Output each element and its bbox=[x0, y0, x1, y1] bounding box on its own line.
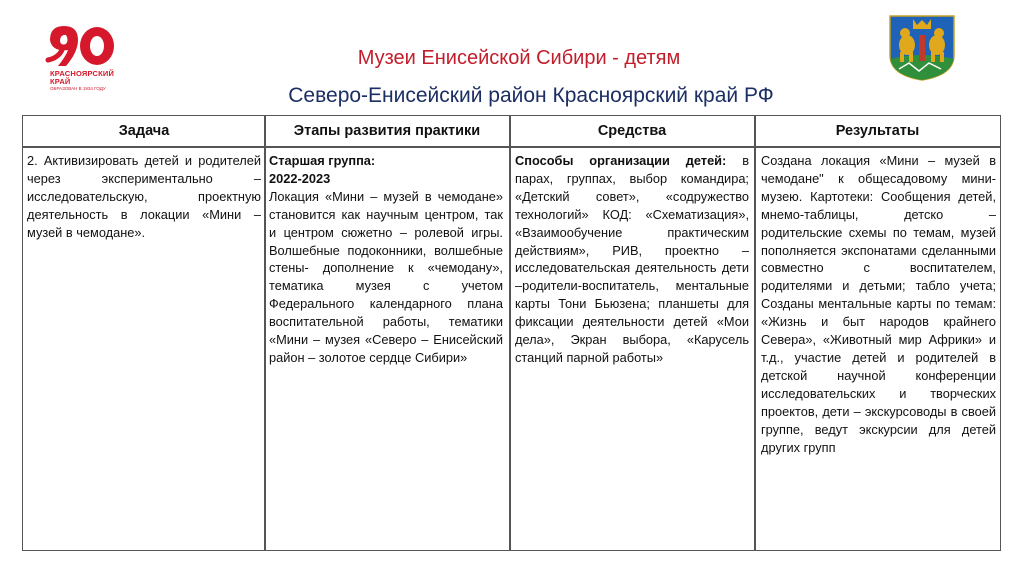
header-results: Результаты bbox=[835, 123, 920, 139]
results-cell bbox=[761, 152, 996, 456]
practice-table bbox=[22, 115, 1001, 551]
stages-cell bbox=[269, 152, 503, 367]
column-divider bbox=[509, 116, 511, 550]
header-stages: Этапы развития практики bbox=[293, 123, 481, 139]
logo-text-line1: КРАСНОЯРСКИЙ bbox=[50, 69, 115, 78]
column-divider bbox=[754, 116, 756, 550]
task-cell bbox=[27, 152, 261, 242]
stages-years: 2022-2023 bbox=[269, 170, 331, 186]
means-heading: Способы организации детей: bbox=[515, 153, 727, 168]
logo-text-line3: ОБРАЗОВАН В 1934 ГОДУ bbox=[50, 86, 106, 91]
means-paragraph bbox=[515, 152, 749, 367]
header-task: Задача bbox=[118, 123, 170, 139]
stages-heading: Старшая группа: bbox=[269, 153, 376, 168]
page-subtitle: Северо-Енисейский район Красноярский край РФ bbox=[288, 84, 774, 107]
results-text: Создана локация «Мини – музей в чемодане" к общесадовому мини-музею. Картотеки: Сообщения детей, мнемо-таблицы, детско – родительские схемы по темам, музей пополняется экспонатами сделанными совместно с воспитателем, родителями и детьми; табло учета; Созданы ментальные карты по темам: «Жизнь и быт народов крайнего Севера», «Животный мир Африки» и т.д., участие детей и родителей в детской научной конференции исследовательских и творческих проектов, дети – экскурсоводы в своей группе, ведут экскурсии для детей других групп bbox=[761, 153, 996, 455]
means-text: в парах, группах, выбор командира; «Детский совет», «содружество технологий» КОД: «Схематизация», «Взаимообучение практическим действиям», РИВ, проектно – исследовательская деятельность дети –родители-воспитатель, ментальные карты Тони Бьюзена; планшеты для фиксации деятельности детей «Мои дела», Экран выбора, «Карусель станций парной работы» bbox=[515, 153, 750, 365]
table-header-row bbox=[23, 116, 1000, 148]
column-divider bbox=[264, 116, 266, 550]
logo-text-line2: КРАЙ bbox=[50, 77, 71, 86]
page-title: Музеи Енисейской Сибири - детям bbox=[357, 47, 681, 69]
means-cell bbox=[515, 152, 749, 367]
task-text: 2. Активизировать детей и родителей через экспериментально – исследовательскую, проектную деятельность в локации «Мини – музей в чемодане». bbox=[27, 153, 261, 240]
stages-text: Локация «Мини – музей в чемодане» становится как научным центром, так и центром сюжетно – ролевой игры. Волшебные подоконники, волшебные стены- дополнение к «чемодану», тематика музея с учетом Федерального календарного плана воспитательной работы, тематики «Мини – музея «Северо – Енисейский район – золотое сердце Сибири» bbox=[269, 188, 503, 365]
header-means: Средства bbox=[597, 123, 667, 139]
